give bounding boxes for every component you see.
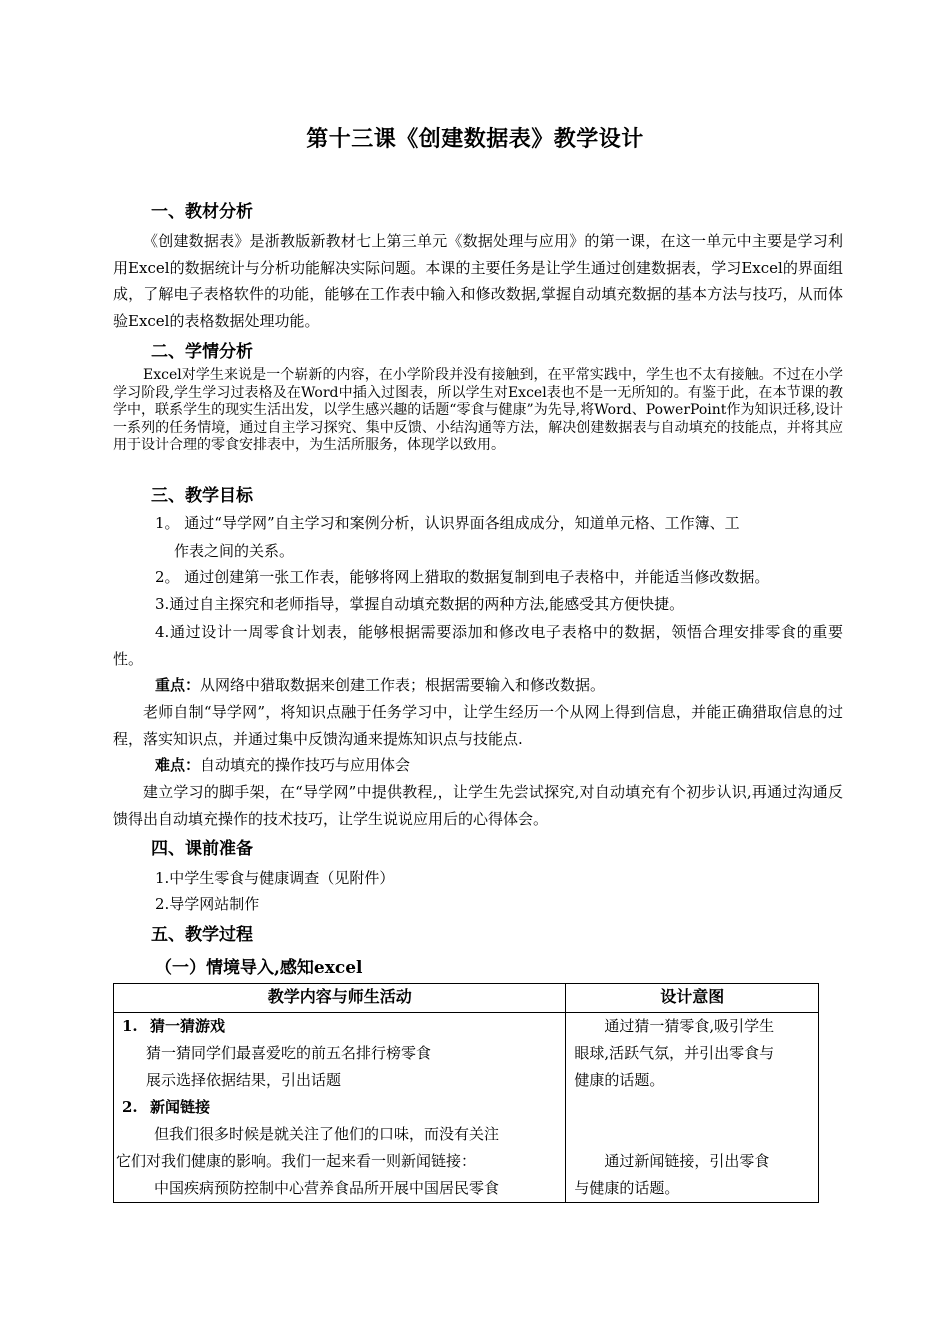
activity-line: 它们对我们健康的影响。我们一起来看一则新闻链接： bbox=[116, 1152, 477, 1170]
activity-cell bbox=[114, 1013, 566, 1203]
intent-line: 与健康的话题。 bbox=[574, 1179, 680, 1197]
activity-item-2-title bbox=[114, 1094, 565, 1121]
goal-4: 4.通过设计一周零食计划表，能够根据需要添加和修改电子表格中的数据，领悟合理安排零食的重要性。 bbox=[113, 623, 843, 668]
section-heading-teaching-process: 五、教学过程 bbox=[151, 925, 253, 945]
activity-item-1-title bbox=[114, 1013, 565, 1040]
intent-line: 通过新闻链接，引出零食 bbox=[604, 1152, 770, 1170]
section-heading-student-analysis: 二、学情分析 bbox=[151, 342, 253, 362]
activity-line: 中国疾病预防控制中心营养食品所开展中国居民零食 bbox=[154, 1179, 500, 1197]
key-point bbox=[155, 674, 605, 695]
document-title: 第十三课《创建数据表》教学设计 bbox=[306, 126, 644, 152]
section-heading-teaching-goals: 三、教学目标 bbox=[151, 486, 253, 506]
table-row bbox=[114, 1013, 819, 1203]
goal-1-line-2: 作表之间的关系。 bbox=[174, 542, 295, 560]
teaching-process-table bbox=[113, 983, 819, 1203]
preparation-item-1: 1.中学生零食与健康调查（见附件） bbox=[155, 869, 395, 887]
item-number: 2. bbox=[122, 1098, 138, 1116]
difficulty-description: 建立学习的脚手架，在“导学网”中提供教程,，让学生先尝试探究,对自动填充有个初步认识,再通过沟通反馈得出自动填充操作的技术技巧，让学生说说应用后的心得体会。 bbox=[113, 783, 843, 828]
intent-line: 健康的话题。 bbox=[574, 1071, 665, 1089]
subsection-heading-scene-intro: （一）情境导入,感知excel bbox=[155, 958, 363, 978]
activity-line: 展示选择依据结果，引出话题 bbox=[146, 1071, 342, 1089]
textbook-analysis-paragraph: 《创建数据表》是浙教版新教材七上第三单元《数据处理与应用》的第一课，在这一单元中主要是学习利用Excel的数据统计与分析功能解决实际问题。本课的主要任务是让学生通过创建数据表，学习Excel的界面组成，了解电子表格软件的功能，能够在工作表中输入和修改数据,掌握自动填充数据的基本方法与技巧，从而体验Excel的表格数据处理功能。 bbox=[113, 232, 843, 330]
goal-3: 3.通过自主探究和老师指导，掌握自动填充数据的两种方法,能感受其方便快捷。 bbox=[155, 595, 685, 613]
intent-spacer bbox=[566, 1121, 818, 1148]
item-number: 1. bbox=[122, 1017, 138, 1035]
intent-line: 通过猜一猜零食,吸引学生 bbox=[604, 1017, 775, 1035]
section-heading-preparation: 四、课前准备 bbox=[151, 839, 253, 859]
key-point-label: 重点： bbox=[155, 676, 201, 694]
intent-cell bbox=[566, 1013, 819, 1203]
activity-line: 猜一猜同学们最喜爱吃的前五名排行榜零食 bbox=[146, 1044, 432, 1062]
section-heading-textbook-analysis: 一、教材分析 bbox=[151, 202, 253, 222]
item-title: 新闻链接 bbox=[150, 1098, 211, 1116]
goal-1-line-1: 1。 通过“导学网”自主学习和案例分析，认识界面各组成成分，知道单元格、工作簿、工 bbox=[155, 514, 740, 532]
table-header-intent: 设计意图 bbox=[566, 984, 819, 1013]
intent-line: 眼球,活跃气氛，并引出零食与 bbox=[574, 1044, 775, 1062]
key-point-text: 从网络中猎取数据来创建工作表；根据需要输入和修改数据。 bbox=[200, 676, 606, 694]
student-analysis-paragraph: Excel对学生来说是一个崭新的内容，在小学阶段并没有接触到，在平常实践中，学生也不太有接触。不过在小学学习阶段,学生学习过表格及在Word中插入过图表，所以学生对Excel表也不是一无所知的。有鉴于此，在本节课的教学中，联系学生的现实生活出发，以学生感兴趣的话题“零食与健康”为先导,将Word、PowerPoint作为知识迁移,设计一系列的任务情境，通过自主学习探究、集中反馈、小结沟通等方法，解决创建数据表与自动填充的技能点，并将其应用于设计合理的零食安排表中，为生活所服务，体现学以致用。 bbox=[113, 367, 843, 453]
intent-spacer bbox=[566, 1094, 818, 1121]
activity-line: 但我们很多时候是就关注了他们的口味，而没有关注 bbox=[154, 1125, 500, 1143]
item-title: 猜一猜游戏 bbox=[150, 1017, 226, 1035]
table-header-activity: 教学内容与师生活动 bbox=[114, 984, 566, 1013]
preparation-item-2: 2.导学网站制作 bbox=[155, 895, 260, 913]
difficulty-point bbox=[155, 754, 410, 775]
difficulty-label: 难点： bbox=[155, 756, 201, 774]
goal-2: 2。 通过创建第一张工作表，能够将网上猎取的数据复制到电子表格中，并能适当修改数据。 bbox=[155, 568, 770, 586]
table-header-row bbox=[114, 984, 819, 1013]
key-point-description: 老师自制“导学网”，将知识点融于任务学习中，让学生经历一个从网上得到信息，并能正确猎取信息的过程，落实知识点，并通过集中反馈沟通来提炼知识点与技能点. bbox=[113, 703, 843, 748]
difficulty-text: 自动填充的操作技巧与应用体会 bbox=[200, 756, 411, 774]
